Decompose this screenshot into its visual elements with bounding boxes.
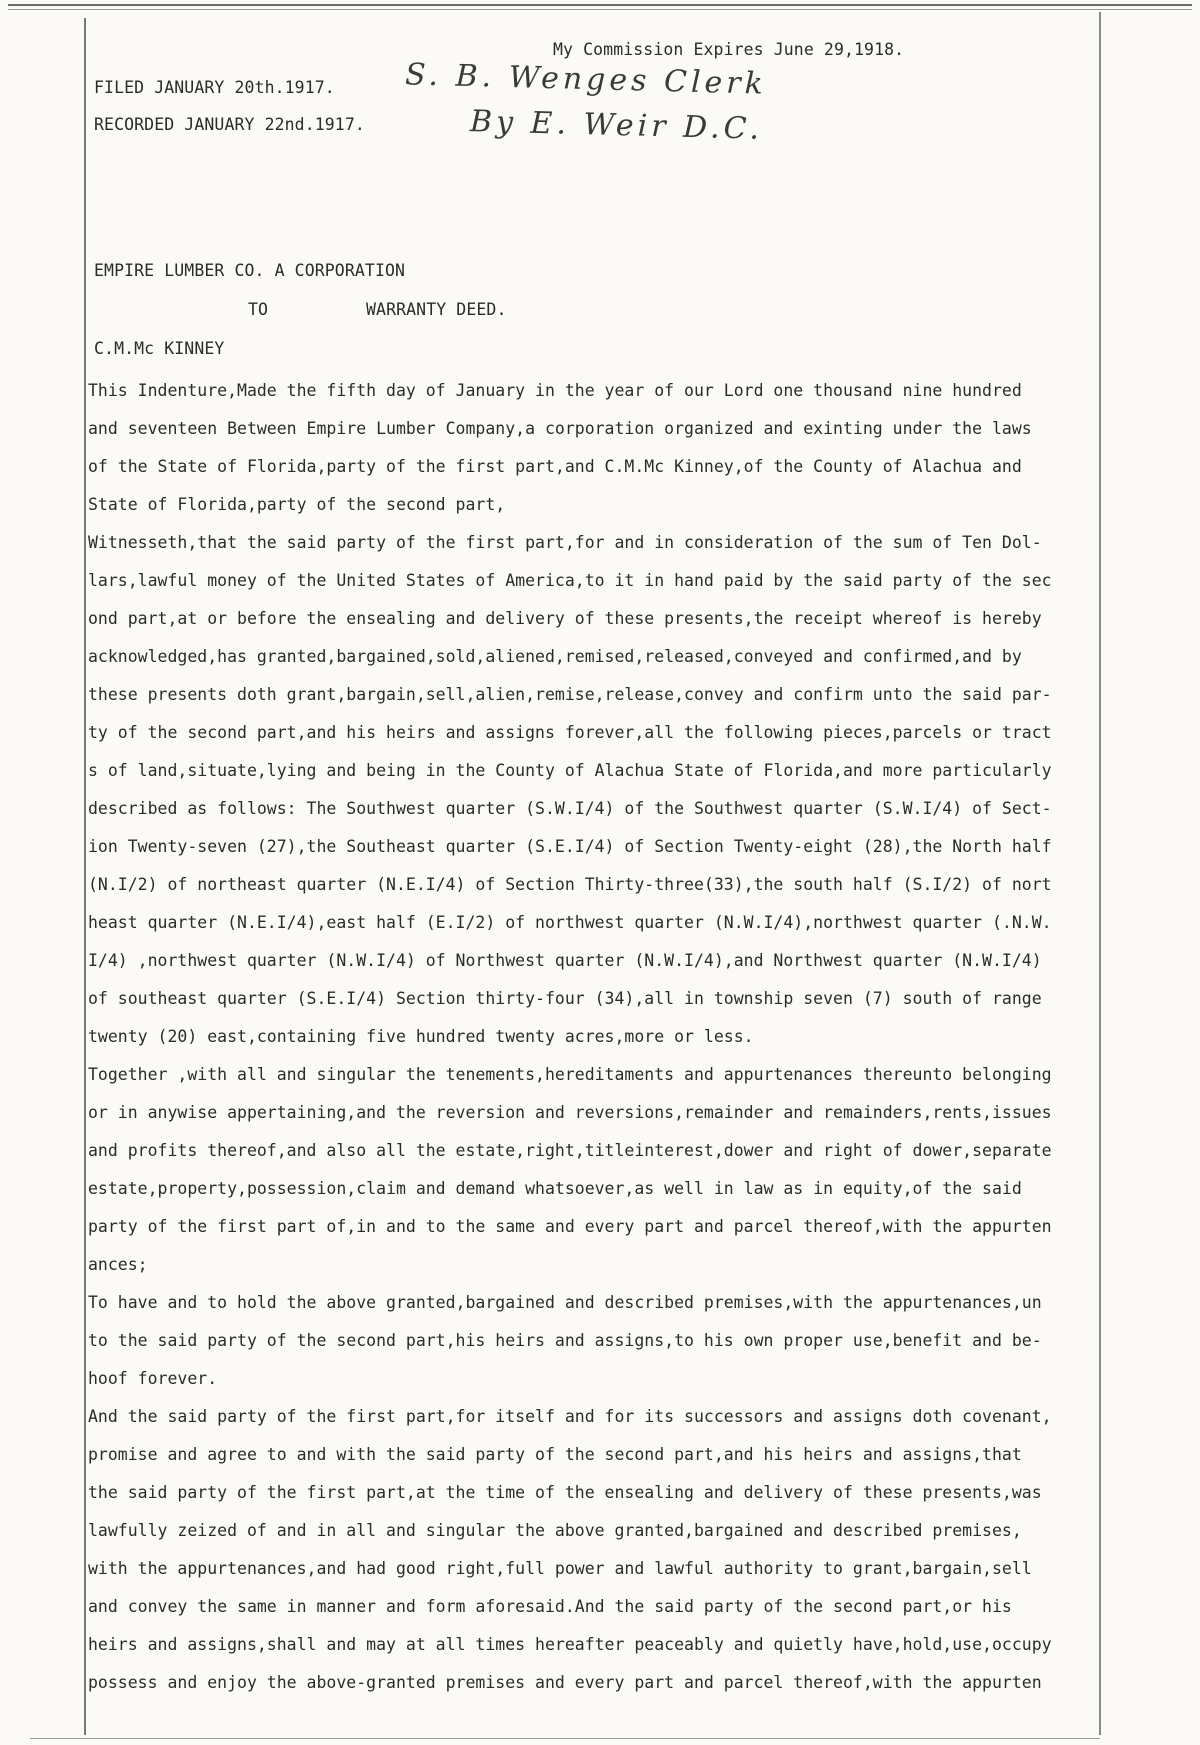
top-rule xyxy=(8,4,1192,6)
recorded-date: RECORDED JANUARY 22nd.1917. xyxy=(94,115,365,134)
body-line: to the said party of the second part,his heirs and assigns,to his own proper use,benefit and be- xyxy=(88,1331,1042,1350)
body-line: and seventeen Between Empire Lumber Company,a corporation organized and exinting under the laws xyxy=(88,419,1032,438)
body-line: or in anywise appertaining,and the reversion and reversions,remainder and remainders,rents,issues xyxy=(88,1103,1052,1122)
body-line: To have and to hold the above granted,bargained and described premises,with the appurtenances,un xyxy=(88,1293,1042,1312)
deed-type: WARRANTY DEED. xyxy=(366,300,507,319)
body-line: party of the first part of,in and to the same and every part and parcel thereof,with the appurten xyxy=(88,1217,1052,1236)
right-margin-rule xyxy=(1099,12,1101,1735)
body-line: promise and agree to and with the said party of the second part,and his heirs and assigns,that xyxy=(88,1445,1022,1464)
filed-date: FILED JANUARY 20th.1917. xyxy=(94,78,335,97)
body-line: lars,lawful money of the United States of America,to it in hand paid by the said party of the sec xyxy=(88,571,1052,590)
body-line: acknowledged,has granted,bargained,sold,aliened,remised,released,conveyed and confirmed,and by xyxy=(88,647,1022,666)
body-line: these presents doth grant,bargain,sell,alien,remise,release,convey and confirm unto the said par- xyxy=(88,685,1052,704)
body-line: State of Florida,party of the second part, xyxy=(88,495,506,514)
commission-expiry: My Commission Expires June 29,1918. xyxy=(553,40,905,59)
body-line: Together ,with all and singular the tenements,hereditaments and appurtenances thereunto belonging xyxy=(88,1065,1052,1084)
grantor-name: EMPIRE LUMBER CO. A CORPORATION xyxy=(94,261,406,280)
body-line: with the appurtenances,and had good right,full power and lawful authority to grant,bargain,sell xyxy=(88,1559,1032,1578)
body-line: s of land,situate,lying and being in the County of Alachua State of Florida,and more particularly xyxy=(88,761,1052,780)
top-rule-thin xyxy=(8,9,1192,10)
body-line: I/4) ,northwest quarter (N.W.I/4) of Northwest quarter (N.W.I/4),and Northwest quarter (N.W.I/4) xyxy=(88,951,1042,970)
body-line: the said party of the first part,at the time of the ensealing and delivery of these presents,was xyxy=(88,1483,1042,1502)
body-line: heast quarter (N.E.I/4),east half (E.I/2) of northwest quarter (N.W.I/4),northwest quarter (.N.W. xyxy=(88,913,1052,932)
body-line: And the said party of the first part,for itself and for its successors and assigns doth covenant, xyxy=(88,1407,1052,1426)
body-line: of southeast quarter (S.E.I/4) Section thirty-four (34),all in township seven (7) south of range xyxy=(88,989,1042,1008)
to-label: TO xyxy=(248,300,269,319)
grantee-name: C.M.Mc KINNEY xyxy=(94,339,225,358)
body-line: lawfully zeized of and in all and singular the above granted,bargained and described premises, xyxy=(88,1521,1022,1540)
body-line: Witnesseth,that the said party of the first part,for and in consideration of the sum of Ten Dol- xyxy=(88,533,1042,552)
clerk-signature: S. B. Wenges Clerk xyxy=(404,57,768,102)
body-line: ond part,at or before the ensealing and delivery of these presents,the receipt whereof is hereby xyxy=(88,609,1042,628)
bottom-rule xyxy=(30,1738,1100,1739)
left-margin-rule xyxy=(84,18,86,1735)
body-line: and profits thereof,and also all the estate,right,titleinterest,dower and right of dower,separate xyxy=(88,1141,1052,1160)
body-line: described as follows: The Southwest quarter (S.W.I/4) of the Southwest quarter (S.W.I/4) of Sect- xyxy=(88,799,1052,818)
body-line: This Indenture,Made the fifth day of January in the year of our Lord one thousand nine hundred xyxy=(88,381,1022,400)
body-line: hoof forever. xyxy=(88,1369,218,1388)
body-line: possess and enjoy the above-granted premises and every part and parcel thereof,with the appurten xyxy=(88,1673,1042,1692)
body-line: ances; xyxy=(88,1255,148,1274)
deputy-clerk-signature: By E. Weir D.C. xyxy=(469,104,764,147)
body-line: (N.I/2) of northeast quarter (N.E.I/4) of Section Thirty-three(33),the south half (S.I/2) of nort xyxy=(88,875,1052,894)
body-line: ion Twenty-seven (27),the Southeast quarter (S.E.I/4) of Section Twenty-eight (28),the North half xyxy=(88,837,1052,856)
body-line: of the State of Florida,party of the first part,and C.M.Mc Kinney,of the County of Alachua and xyxy=(88,457,1022,476)
body-line: heirs and assigns,shall and may at all times hereafter peaceably and quietly have,hold,use,occupy xyxy=(88,1635,1052,1654)
body-line: estate,property,possession,claim and demand whatsoever,as well in law as in equity,of the said xyxy=(88,1179,1022,1198)
body-line: ty of the second part,and his heirs and assigns forever,all the following pieces,parcels or tract xyxy=(88,723,1052,742)
deed-body xyxy=(88,381,1098,1711)
body-line: and convey the same in manner and form aforesaid.And the said party of the second part,or his xyxy=(88,1597,1012,1616)
body-line: twenty (20) east,containing five hundred twenty acres,more or less. xyxy=(88,1027,754,1046)
